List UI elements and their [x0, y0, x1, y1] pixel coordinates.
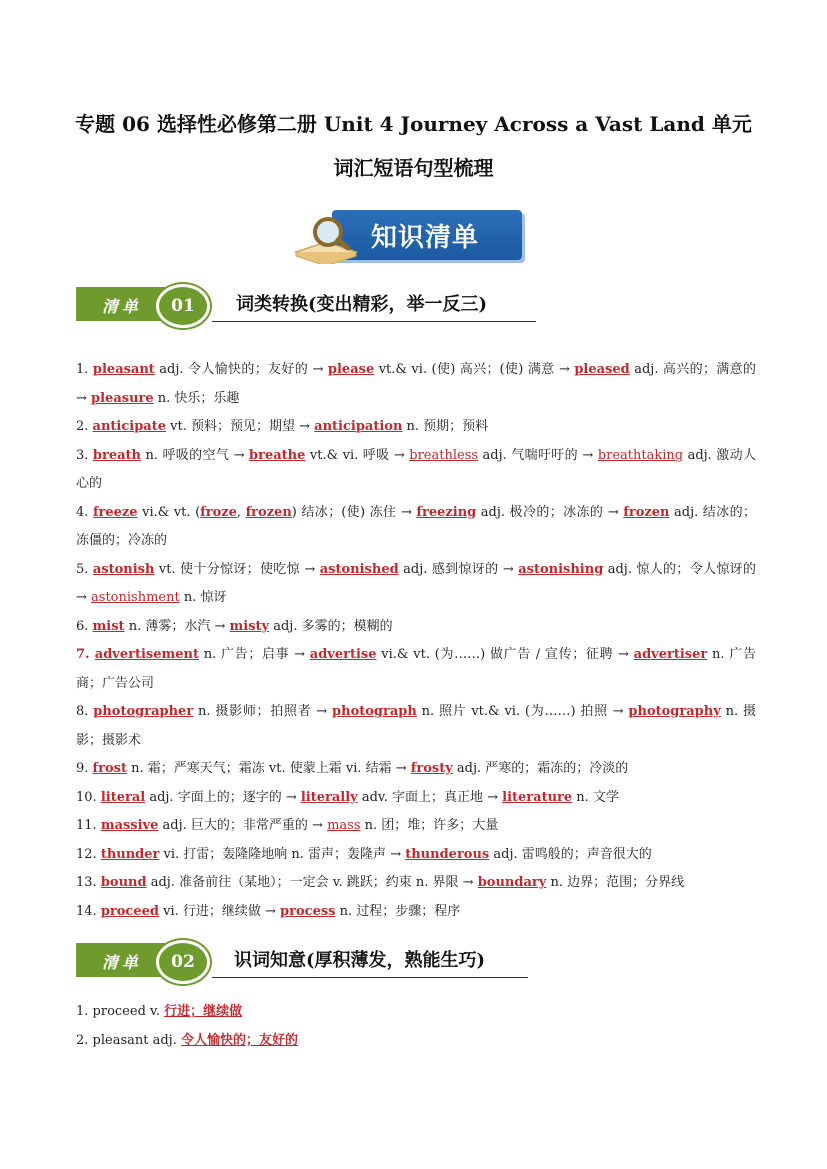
item-text: 11.: [76, 818, 101, 833]
section-underline: [212, 321, 536, 322]
list-item: [76, 413, 756, 442]
item-text: adj. 准备前往（某地）；一定会 v. 跳跃；约束 n. 界限 →: [146, 875, 478, 890]
item-text: n. 霜；严寒天气；霜冻 vt. 使蒙上霜 vi. 结霜 →: [126, 761, 411, 776]
item-text: adj. 气喘吁吁的 →: [478, 447, 598, 463]
answer-word: frost: [92, 761, 127, 776]
item-text: n. 边界；范围；分界线: [546, 875, 685, 890]
answer-word: please: [327, 362, 375, 377]
answer-word: photograph: [332, 704, 417, 719]
item-text: 9.: [76, 761, 93, 776]
section-number: 02: [156, 940, 210, 984]
item-text: vi. 打雷；轰隆隆地响 n. 雷声；轰隆声 →: [159, 846, 406, 862]
list-item: [76, 841, 756, 870]
item-text: 4.: [76, 504, 93, 520]
item-text: vi. 行进；继续做 →: [158, 903, 281, 919]
answer-word: anticipation: [314, 419, 403, 434]
item-text: ) 结冰；(使) 冻住 →: [291, 504, 417, 520]
list-item: [76, 356, 756, 413]
answer-word: 行进；继续做: [164, 1004, 243, 1019]
answer-word: literal: [100, 789, 146, 805]
answer-word: thunder: [100, 846, 160, 862]
item-text: adj. 字面上的；逐字的 →: [145, 789, 301, 805]
item-text: adj. 感到惊讶的 →: [398, 561, 519, 577]
answer-word: pleased: [574, 362, 630, 377]
answer-word: anticipate: [92, 419, 167, 434]
list-item: [76, 613, 756, 642]
answer-word: advertisement: [94, 647, 199, 662]
item-text: adj. 惊人的；令人惊讶的 →: [76, 561, 756, 605]
item-text: 6.: [76, 618, 93, 634]
answer-word: astonishment: [91, 590, 180, 605]
answer-word: photographer: [93, 704, 194, 719]
list-item: [76, 556, 756, 613]
answer-word: advertise: [309, 647, 377, 662]
answer-word: pleasant: [92, 362, 155, 377]
section-tag: 清单: [102, 297, 143, 316]
list-item: [76, 898, 756, 927]
item-text: adj. 雷鸣般的；声音很大的: [489, 846, 652, 862]
item-text: ,: [236, 504, 246, 520]
item-text: 5.: [76, 561, 93, 577]
item-text: n. 团；堆；许多；大量: [360, 818, 499, 833]
document-title-line2: 词汇短语句型梳理: [333, 156, 494, 180]
item-text: n. 文学: [572, 789, 619, 805]
item-text: 8.: [76, 704, 94, 719]
item-text: n. 摄影；摄影术: [76, 704, 756, 748]
item-text: vt. 使十分惊讶；使吃惊 →: [154, 561, 320, 577]
item-text: 3.: [76, 447, 93, 463]
answer-word: freeze: [92, 504, 138, 520]
answer-word: froze: [200, 504, 237, 520]
list-item: [76, 499, 756, 556]
item-text: vt.& vi. (使) 高兴；(使) 满意 →: [374, 362, 575, 377]
answer-word: thunderous: [405, 846, 490, 862]
answer-word: boundary: [477, 875, 547, 890]
item-text: 1. proceed v.: [76, 1004, 165, 1019]
item-text: 2. pleasant adj.: [76, 1032, 181, 1048]
list-item: [76, 442, 756, 499]
section-tag: 清单: [102, 953, 143, 972]
item-number: 7.: [76, 647, 95, 662]
item-text: n. 快乐；乐趣: [153, 390, 240, 406]
answer-word: proceed: [100, 903, 159, 919]
book-magnifier-icon: [292, 212, 372, 264]
list-item: [76, 641, 756, 698]
list-item: [76, 812, 756, 841]
item-text: n. 惊讶: [179, 590, 227, 605]
item-text: 2.: [76, 419, 93, 434]
answer-word: mist: [92, 618, 125, 634]
answer-word: breathe: [249, 447, 306, 463]
item-text: adj. 多雾的；模糊的: [269, 618, 393, 634]
answer-word: misty: [229, 618, 270, 634]
item-text: n. 呼吸的空气 →: [140, 447, 250, 463]
item-text: adj. 巨大的；非常严重的 →: [158, 818, 328, 833]
word-meaning-list: [76, 998, 756, 1055]
list-item: [76, 784, 756, 813]
item-text: 14.: [76, 903, 101, 919]
item-text: vi.& vt. (: [137, 504, 201, 520]
answer-word: breathtaking: [597, 447, 684, 463]
section-underline: [212, 977, 528, 978]
answer-word: pleasure: [91, 390, 154, 406]
list-item: [76, 698, 756, 755]
item-text: n. 广告商；广告公司: [76, 647, 756, 691]
item-text: adv. 字面上；真正地 →: [357, 789, 503, 805]
item-text: 1.: [76, 362, 93, 377]
item-text: vt.& vi. 呼吸 →: [305, 447, 410, 463]
answer-word: literally: [300, 789, 358, 805]
item-text: n. 照片 vt.& vi. (为……) 拍照 →: [416, 704, 629, 719]
list-item: [76, 998, 756, 1027]
knowledge-list-badge: [292, 206, 528, 264]
section-number: 01: [156, 284, 210, 328]
item-text: 10.: [76, 789, 101, 805]
item-text: 12.: [76, 846, 101, 862]
answer-word: literature: [502, 789, 573, 805]
section-heading: 词类转换(变出精彩，举一反三): [236, 294, 488, 315]
item-text: n. 广告；启事 →: [198, 647, 310, 662]
item-text: adj. 高兴的；满意的 →: [76, 362, 756, 406]
answer-word: mass: [327, 818, 361, 833]
answer-word: advertiser: [633, 647, 708, 662]
badge-text: 知识清单: [370, 222, 479, 253]
item-text: vi.& vt. (为……) 做广告 / 宣传；征聘 →: [376, 647, 634, 662]
section-heading: 识词知意(厚积薄发，熟能生巧): [234, 950, 486, 971]
list-item: [76, 755, 756, 784]
item-text: n. 薄雾；水汽 →: [124, 618, 230, 634]
answer-word: frozen: [623, 504, 670, 520]
item-text: adj. 激动人心的: [76, 447, 756, 491]
document-title-line1: 专题 06 选择性必修第二册 Unit 4 Journey Across a Vast Land 单元: [75, 112, 752, 136]
answer-word: frozen: [245, 504, 292, 520]
answer-word: photography: [628, 704, 721, 719]
answer-word: breathless: [409, 447, 479, 463]
answer-word: freezing: [416, 504, 477, 520]
answer-word: astonish: [92, 561, 155, 577]
item-text: adj. 严寒的；霜冻的；冷淡的: [452, 761, 629, 776]
item-text: n. 预期；预料: [402, 419, 489, 434]
list-item: [76, 869, 756, 898]
item-text: n. 过程；步骤；程序: [335, 903, 461, 919]
item-text: vt. 预料；预见；期望 →: [166, 419, 315, 434]
word-conversion-list: [76, 356, 756, 926]
answer-word: process: [280, 903, 336, 919]
answer-word: bound: [100, 875, 147, 890]
answer-word: 令人愉快的；友好的: [180, 1032, 298, 1048]
item-text: adj. 令人愉快的；友好的 →: [154, 362, 328, 377]
item-text: n. 摄影师；拍照者 →: [193, 704, 333, 719]
item-text: adj. 极冷的；冰冻的 →: [476, 504, 624, 520]
list-item: [76, 1027, 756, 1056]
item-text: 13.: [76, 875, 101, 890]
answer-word: breath: [92, 447, 141, 463]
answer-word: astonishing: [518, 561, 604, 577]
answer-word: astonished: [319, 561, 399, 577]
answer-word: massive: [100, 818, 159, 833]
answer-word: frosty: [410, 761, 453, 776]
item-text: adj. 结冰的；冻僵的；冷冻的: [76, 504, 756, 548]
